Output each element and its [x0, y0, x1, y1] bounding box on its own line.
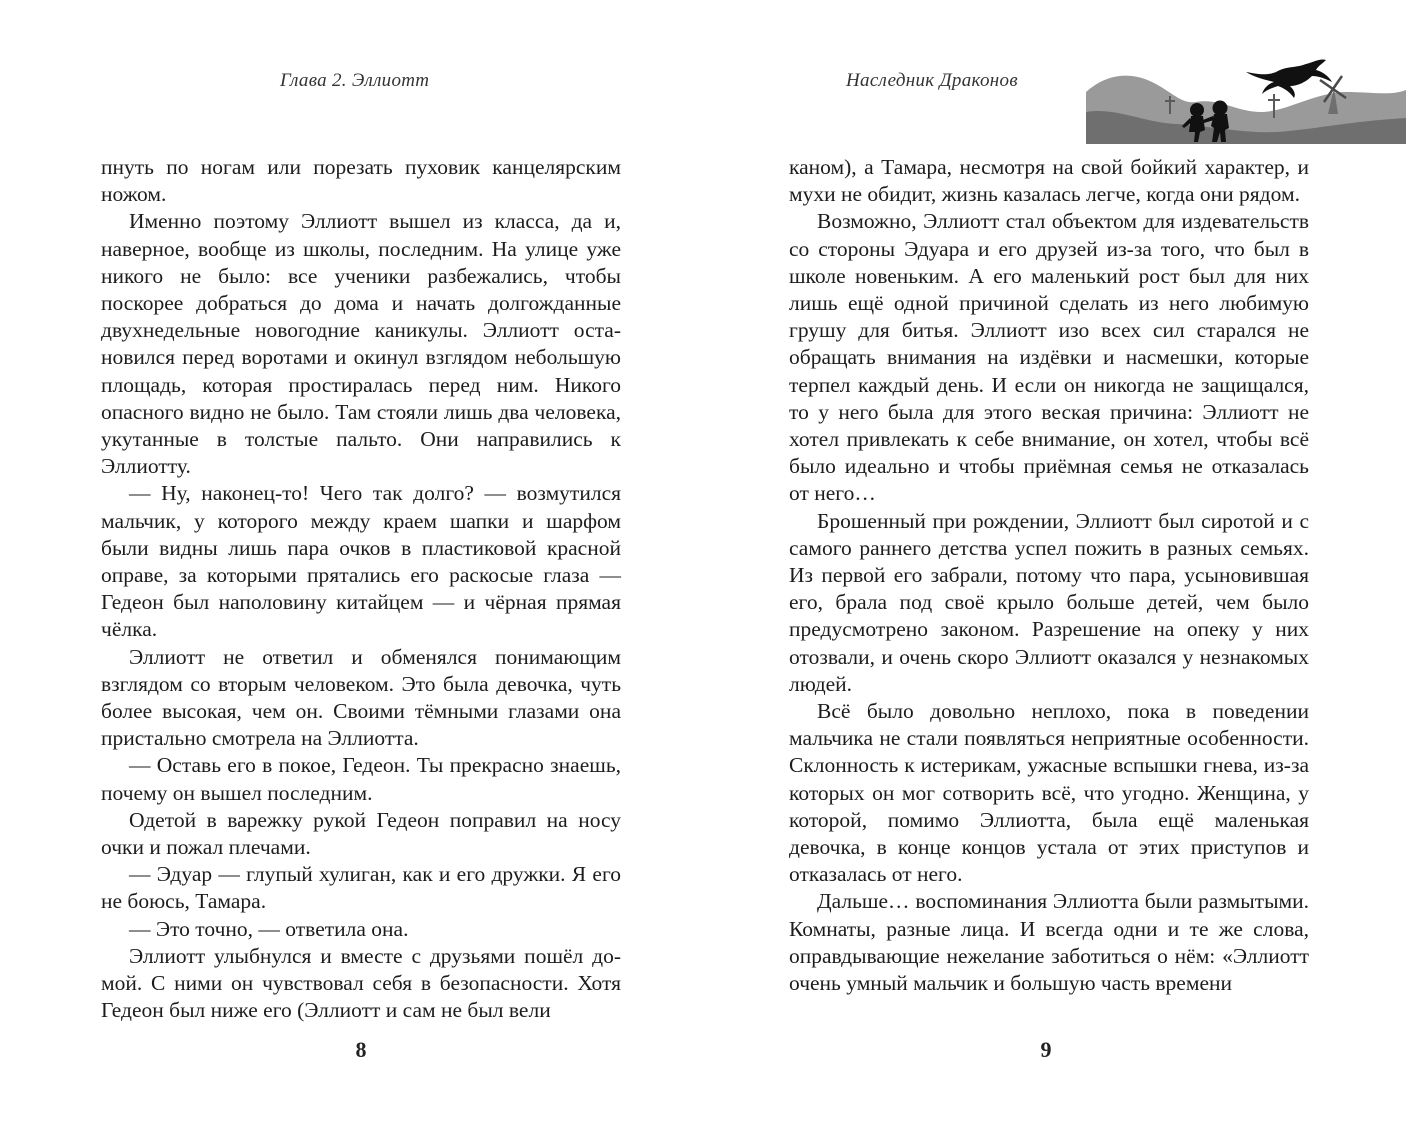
- right-page: [703, 0, 1406, 1125]
- body-text-right: [789, 154, 1309, 997]
- running-head-right: Наследник Драконов: [846, 70, 1018, 91]
- paragraph: пнуть по ногам или порезать пуховик канцелярским ножом.: [101, 155, 621, 207]
- paragraph: каном), а Тамара, несмотря на свой бойкий характер, и мухи не обидит, жизнь казалась легче, когда они рядом.: [789, 155, 1309, 207]
- paragraph: Всё было довольно неплохо, пока в поведении мальчика не стали появляться неприятные особенности. Склонность к истерикам, ужасные вспышки гнева, из-за которых он мог сотворить всё, что угодно. Женщина, у которой, помимо Эллиотта, была ещё маленькая девочка, в конце концов устала от этих приступов и отказалась от него.: [789, 699, 1309, 887]
- paragraph: Одетой в варежку рукой Гедеон поправил на носу очки и пожал плечами.: [101, 807, 621, 860]
- paragraph: — Оставь его в покое, Гедеон. Ты прекрасно знаешь, почему он вышел последним.: [101, 753, 621, 805]
- running-head-left: Глава 2. Эллиотт: [280, 70, 430, 91]
- paragraph: Эллиотт не ответил и обменялся понимающим взглядом со вторым человеком. Это была девочка, чуть более высокая, чем он. Своими тёмными глазами она пристально смотрела на Эллиотта.: [101, 644, 621, 751]
- paragraph: Эллиотт улыбнулся и вместе с друзьями пошёл домой. С ними он чувствовал себя в безопасности. Хотя Гедеон был ниже его (Эллиотт и сам не был вели: [101, 943, 621, 1023]
- paragraph: — Эдуар — глупый хулиган, как и его дружки. Я его не боюсь, Тамара.: [101, 862, 621, 914]
- paragraph: Возможно, Эллиотт стал объектом для издевательств со стороны Эдуара и его друзей из-за того, что был в школе новеньким. А его маленький рост был для них лишь ещё одной причиной сделать из него любимую грушу для битья. Эллиотт изо всех сил старался не обращать внимания на издёвки и насмешки, которые терпел каждый день. И если он никогда не защищался, то у него была для этого веская причина: Эллиотт не хотел привлекать к себе внимание, он хотел, чтобы всё было идеально и чтобы приёмная семья не отказалась от него…: [789, 209, 1309, 506]
- paragraph: Дальше… воспоминания Эллиотта были размытыми. Комнаты, разные лица. И всегда одни и те же слова, оправдывающие нежелание заботиться о нём: «Эллиотт очень умный мальчик и большую часть времени: [789, 889, 1309, 996]
- paragraph: — Ну, наконец-то! Чего так долго? — возмутился мальчик, у которого между краем шапки и шарфом были видны лишь пара очков в пластиковой красной оправе, за которыми прятались его раскосые глаза — Гедеон был наполовину китайцем — и чёрная прямая чёлка.: [101, 481, 621, 642]
- page-number-left: 8: [355, 1037, 367, 1062]
- paragraph: — Это точно, — ответила она.: [129, 916, 409, 941]
- dragon-landscape-illustration: [1086, 52, 1406, 144]
- body-text-left: [101, 154, 621, 1025]
- paragraph: Брошенный при рождении, Эллиотт был сиротой и с самого раннего детства успел пожить в разных семьях. Из первой его забрали, потому что пара, усыновившая его, брала под своё крыло больше детей, чем было предусмотрено законом. Разрешение на опеку у них отозвали, и очень скоро Эллиотт оказался у незнакомых людей.: [789, 508, 1309, 696]
- page-number-right: 9: [1040, 1037, 1052, 1062]
- paragraph: Именно поэтому Эллиотт вышел из класса, да и, наверное, вообще из школы, последним. На улице уже никого не было: все ученики разбежались, чтобы поскорее добраться до дома и начать долгожданные двухнедельные новогодние каникулы. Эллиотт остановился перед воротами и окинул взглядом небольшую площадь, которая простиралась перед ним. Никого опасного видно не было. Там стояли лишь два человека, укутанные в толстые пальто. Они направились к Эллиотту.: [101, 209, 621, 479]
